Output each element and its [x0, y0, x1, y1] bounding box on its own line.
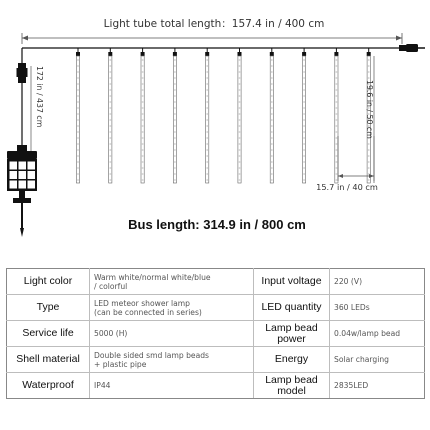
spec-label: Energy [254, 347, 330, 373]
spec-label: Lamp bead model [254, 373, 330, 399]
spec-value: Solar charging [330, 347, 425, 373]
meteor-tube [238, 48, 242, 183]
spec-label: Service life [7, 321, 90, 347]
meteor-tube [141, 48, 145, 183]
spec-row [7, 373, 425, 399]
spec-row [7, 347, 425, 373]
meteor-tube [108, 48, 112, 183]
spec-label: Shell material [7, 347, 90, 373]
spec-value: 5000 (H) [90, 321, 254, 347]
lead-cable [17, 48, 28, 145]
solar-panel-icon [7, 145, 37, 237]
spec-table [6, 268, 425, 399]
spec-row [7, 269, 425, 295]
bus-cable [22, 44, 425, 52]
total-length-dimension [22, 33, 402, 44]
meteor-tubes [76, 48, 371, 183]
bus-length-label: Bus length: 314.9 in / 800 cm [128, 217, 306, 232]
spec-value: 2835LED [330, 373, 425, 399]
tube-length-label: 19.6 in / 50 cm [365, 80, 374, 139]
spec-label: Input voltage [254, 269, 330, 295]
meteor-tube [205, 48, 209, 183]
spec-value: Warm white/normal white/blue / colorful [90, 269, 254, 295]
meteor-tube [270, 48, 274, 183]
tube-spacing-label: 15.7 in / 40 cm [316, 182, 378, 192]
spec-label: Light color [7, 269, 90, 295]
meteor-tube [173, 48, 177, 183]
meteor-tube [302, 48, 306, 183]
spec-value: 0.04w/lamp bead [330, 321, 425, 347]
meteor-tube [76, 48, 80, 183]
spec-value: 360 LEDs [330, 295, 425, 321]
spec-row [7, 295, 425, 321]
spec-label: LED quantity [254, 295, 330, 321]
spec-label: Waterproof [7, 373, 90, 399]
spec-value: LED meteor shower lamp (can be connected in series) [90, 295, 254, 321]
spec-label: Lamp bead power [254, 321, 330, 347]
spec-row [7, 321, 425, 347]
spec-value: Double sided smd lamp beads + plastic pipe [90, 347, 254, 373]
spec-value: IP44 [90, 373, 254, 399]
spec-label: Type [7, 295, 90, 321]
spec-value: 220 (V) [330, 269, 425, 295]
lead-cable-label: 172 in / 437 cm [35, 66, 44, 128]
total-length-label: Light tube total length：157.4 in / 400 cm [103, 18, 325, 30]
